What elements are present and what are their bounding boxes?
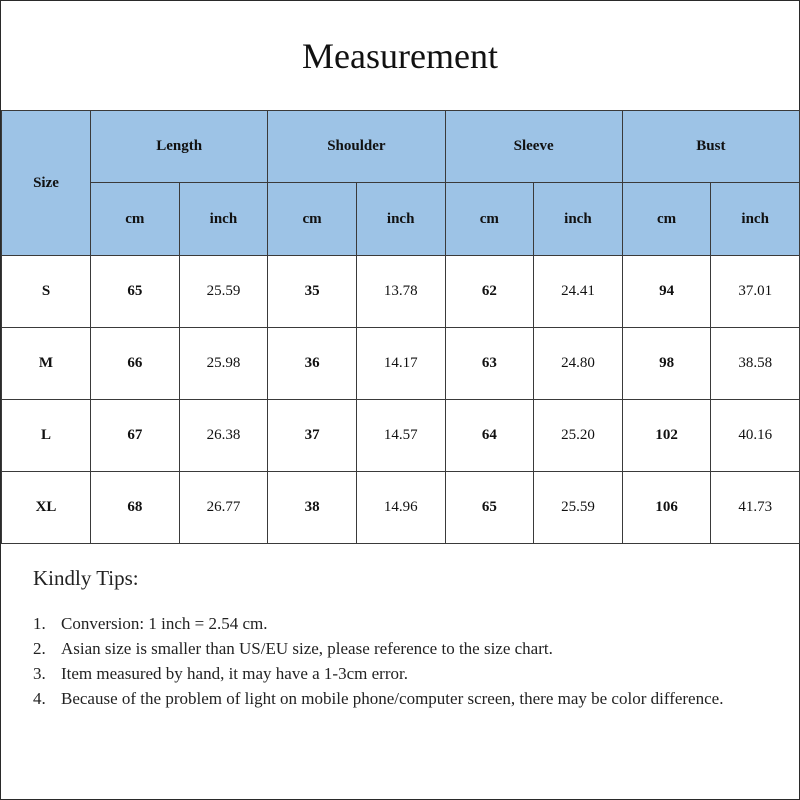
tip-item [33, 661, 773, 686]
value-cell-cm: 102 [622, 400, 711, 472]
value-cell-cm: 65 [445, 472, 534, 544]
value-cell-inch: 25.20 [534, 400, 623, 472]
value-cell-cm: 68 [91, 472, 180, 544]
bust-header: Bust [622, 111, 799, 183]
value-cell-inch: 38.58 [711, 328, 800, 400]
value-cell-cm: 63 [445, 328, 534, 400]
kindly-tips [33, 566, 773, 711]
tip-text: Conversion: 1 inch = 2.54 cm. [61, 614, 268, 633]
tip-number: 2. [33, 639, 46, 658]
tip-text: Because of the problem of light on mobile phone/computer screen, there may be color difference. [61, 689, 724, 708]
value-cell-cm: 35 [268, 256, 357, 328]
value-cell-inch: 14.96 [356, 472, 445, 544]
value-cell-inch: 13.78 [356, 256, 445, 328]
unit-header-inch: inch [711, 183, 800, 256]
table-row [2, 472, 800, 544]
size-column-header: Size [2, 111, 91, 256]
value-cell-cm: 37 [268, 400, 357, 472]
value-cell-inch: 25.59 [179, 256, 268, 328]
value-cell-inch: 14.57 [356, 400, 445, 472]
unit-header-cm: cm [445, 183, 534, 256]
tip-text: Asian size is smaller than US/EU size, please reference to the size chart. [61, 639, 553, 658]
value-cell-cm: 94 [622, 256, 711, 328]
tip-item [33, 686, 773, 711]
value-cell-inch: 40.16 [711, 400, 800, 472]
value-cell-inch: 24.80 [534, 328, 623, 400]
value-cell-cm: 64 [445, 400, 534, 472]
size-cell: L [2, 400, 91, 472]
sleeve-header: Sleeve [445, 111, 622, 183]
value-cell-inch: 25.98 [179, 328, 268, 400]
value-cell-cm: 67 [91, 400, 180, 472]
unit-header-inch: inch [179, 183, 268, 256]
tip-number: 1. [33, 614, 46, 633]
value-cell-inch: 14.17 [356, 328, 445, 400]
size-cell: S [2, 256, 91, 328]
unit-header-inch: inch [534, 183, 623, 256]
table-row [2, 400, 800, 472]
size-table [1, 110, 800, 544]
unit-header-cm: cm [622, 183, 711, 256]
unit-header-inch: inch [356, 183, 445, 256]
table-row [2, 328, 800, 400]
value-cell-cm: 38 [268, 472, 357, 544]
value-cell-inch: 37.01 [711, 256, 800, 328]
tip-number: 3. [33, 664, 46, 683]
value-cell-cm: 66 [91, 328, 180, 400]
shoulder-header: Shoulder [268, 111, 445, 183]
value-cell-cm: 98 [622, 328, 711, 400]
page-title: Measurement [302, 36, 498, 76]
tip-text: Item measured by hand, it may have a 1-3cm error. [61, 664, 408, 683]
unit-header-row [2, 183, 800, 256]
value-cell-cm: 106 [622, 472, 711, 544]
table-header-row [2, 111, 800, 183]
tips-title: Kindly Tips: [33, 566, 139, 590]
value-cell-inch: 24.41 [534, 256, 623, 328]
value-cell-cm: 65 [91, 256, 180, 328]
unit-header-cm: cm [91, 183, 180, 256]
tip-item [33, 611, 773, 636]
value-cell-inch: 41.73 [711, 472, 800, 544]
length-header: Length [91, 111, 268, 183]
value-cell-cm: 36 [268, 328, 357, 400]
value-cell-inch: 26.38 [179, 400, 268, 472]
value-cell-cm: 62 [445, 256, 534, 328]
value-cell-inch: 26.77 [179, 472, 268, 544]
value-cell-inch: 25.59 [534, 472, 623, 544]
size-cell: M [2, 328, 91, 400]
unit-header-cm: cm [268, 183, 357, 256]
tip-item [33, 636, 773, 661]
size-cell: XL [2, 472, 91, 544]
table-row [2, 256, 800, 328]
tip-number: 4. [33, 689, 46, 708]
